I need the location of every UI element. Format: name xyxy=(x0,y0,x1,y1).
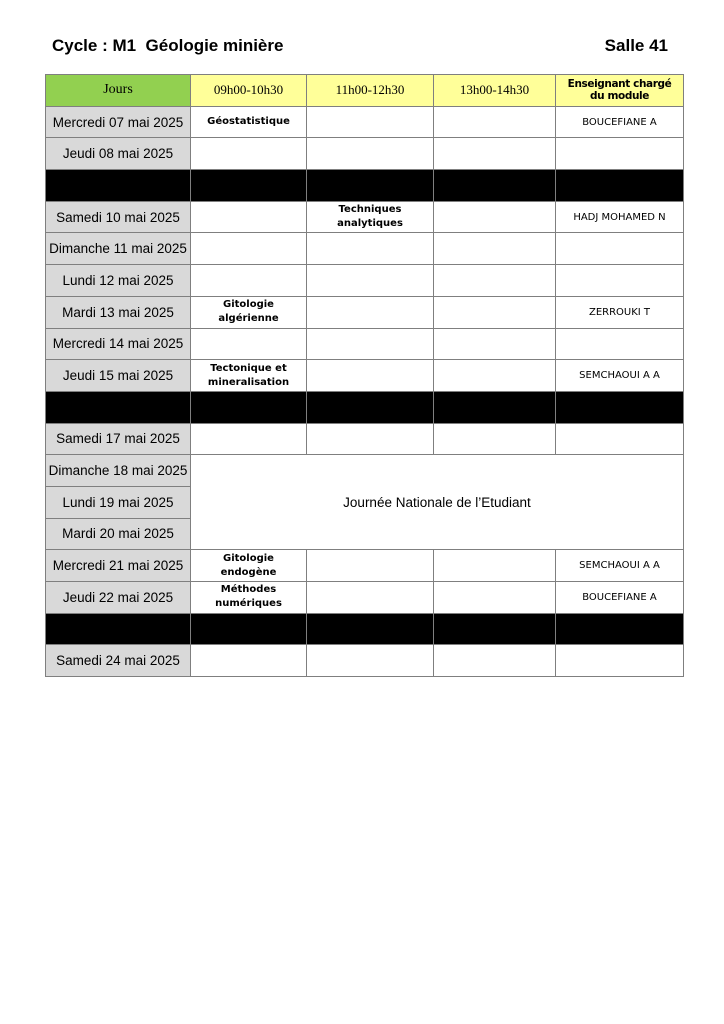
table-row xyxy=(46,550,684,582)
course-cell xyxy=(191,106,307,138)
course-cell xyxy=(191,265,307,297)
course-line-2: algérienne xyxy=(218,313,279,325)
empty-cell xyxy=(434,233,556,265)
table-row xyxy=(46,328,684,360)
empty-cell xyxy=(434,296,556,328)
table-row xyxy=(46,455,684,487)
course-line-2: analytiques xyxy=(337,218,403,230)
course-cell xyxy=(191,550,307,582)
header-slot-3: 13h00-14h30 xyxy=(434,75,556,107)
header-slot-2: 11h00-12h30 xyxy=(307,75,434,107)
course-cell xyxy=(191,360,307,392)
course-cell xyxy=(191,138,307,170)
empty-cell xyxy=(434,360,556,392)
course-cell xyxy=(307,233,434,265)
teacher-cell xyxy=(556,423,684,455)
empty-cell xyxy=(434,550,556,582)
room-label: Salle 41 xyxy=(604,36,668,55)
separator-row xyxy=(46,170,684,202)
schedule-table xyxy=(45,74,684,677)
header-teacher-line-2: du module xyxy=(590,90,649,103)
page-title: Cycle : M1 Géologie minière xyxy=(52,36,284,55)
header-slot-1: 09h00-10h30 xyxy=(191,75,307,107)
teacher-cell: HADJ MOHAMED N xyxy=(556,201,684,233)
day-cell: Jeudi 08 mai 2025 xyxy=(46,138,191,170)
empty-cell xyxy=(434,201,556,233)
teacher-cell xyxy=(556,265,684,297)
course-line-2: numériques xyxy=(215,598,282,610)
day-cell: Jeudi 22 mai 2025 xyxy=(46,582,191,614)
empty-cell xyxy=(434,106,556,138)
course-line-1: Gitologie xyxy=(223,552,274,564)
teacher-cell xyxy=(556,328,684,360)
course-cell xyxy=(191,645,307,677)
course-cell xyxy=(307,582,434,614)
teacher-cell: SEMCHAOUI A A xyxy=(556,360,684,392)
merged-event-cell: Journée Nationale de l’Etudiant xyxy=(191,455,684,550)
course-cell xyxy=(191,201,307,233)
table-row xyxy=(46,582,684,614)
course-cell xyxy=(307,645,434,677)
table-row xyxy=(46,233,684,265)
day-cell: Lundi 19 mai 2025 xyxy=(46,486,191,518)
day-cell: Dimanche 18 mai 2025 xyxy=(46,455,191,487)
header-row xyxy=(46,75,684,107)
course-cell xyxy=(307,265,434,297)
table-row xyxy=(46,423,684,455)
day-cell: Mercredi 07 mai 2025 xyxy=(46,106,191,138)
day-cell: Dimanche 11 mai 2025 xyxy=(46,233,191,265)
course-cell xyxy=(307,360,434,392)
course-cell xyxy=(307,328,434,360)
course-line-1: Géostatistique xyxy=(207,116,290,128)
teacher-cell: BOUCEFIANE A xyxy=(556,582,684,614)
empty-cell xyxy=(434,645,556,677)
course-line-2: endogène xyxy=(220,566,277,578)
table-row xyxy=(46,296,684,328)
teacher-cell xyxy=(556,138,684,170)
empty-cell xyxy=(434,138,556,170)
course-line-2: mineralisation xyxy=(207,376,290,388)
course-cell xyxy=(307,296,434,328)
course-line-1: Techniques xyxy=(338,204,402,216)
empty-cell xyxy=(434,582,556,614)
header-teacher xyxy=(556,75,684,107)
empty-cell xyxy=(434,265,556,297)
course-cell xyxy=(191,328,307,360)
header-days: Jours xyxy=(46,75,191,107)
table-row xyxy=(46,138,684,170)
course-cell xyxy=(307,138,434,170)
table-row xyxy=(46,106,684,138)
day-cell: Samedi 24 mai 2025 xyxy=(46,645,191,677)
table-row xyxy=(46,645,684,677)
teacher-cell xyxy=(556,645,684,677)
table-row xyxy=(46,201,684,233)
day-cell: Mercredi 21 mai 2025 xyxy=(46,550,191,582)
day-cell: Mardi 20 mai 2025 xyxy=(46,518,191,550)
day-cell: Jeudi 15 mai 2025 xyxy=(46,360,191,392)
teacher-cell: BOUCEFIANE A xyxy=(556,106,684,138)
table-row xyxy=(46,265,684,297)
course-line-1: Gitologie xyxy=(223,299,274,311)
course-cell xyxy=(191,423,307,455)
course-cell xyxy=(191,296,307,328)
course-cell xyxy=(307,201,434,233)
header-teacher-line-1: Enseignant chargé xyxy=(567,78,672,91)
course-cell xyxy=(307,423,434,455)
separator-row xyxy=(46,391,684,423)
empty-cell xyxy=(434,328,556,360)
course-cell xyxy=(191,582,307,614)
day-cell: Lundi 12 mai 2025 xyxy=(46,265,191,297)
empty-cell xyxy=(434,423,556,455)
course-cell xyxy=(307,106,434,138)
day-cell: Mercredi 14 mai 2025 xyxy=(46,328,191,360)
day-cell: Samedi 17 mai 2025 xyxy=(46,423,191,455)
day-cell: Mardi 13 mai 2025 xyxy=(46,296,191,328)
course-cell xyxy=(307,550,434,582)
course-line-1: Méthodes xyxy=(220,584,277,596)
teacher-cell: ZERROUKI T xyxy=(556,296,684,328)
course-cell xyxy=(191,233,307,265)
day-cell: Samedi 10 mai 2025 xyxy=(46,201,191,233)
separator-row xyxy=(46,613,684,645)
teacher-cell xyxy=(556,233,684,265)
table-row xyxy=(46,360,684,392)
course-line-1: Tectonique et xyxy=(210,362,287,374)
teacher-cell: SEMCHAOUI A A xyxy=(556,550,684,582)
